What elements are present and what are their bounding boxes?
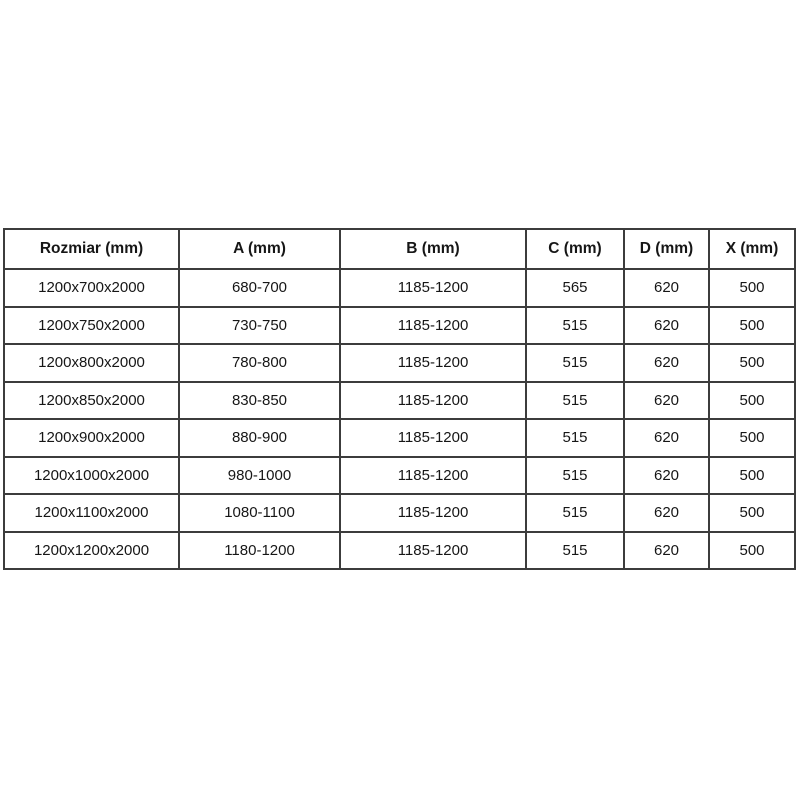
- table-cell: 1185-1200: [340, 532, 526, 570]
- table-cell: 620: [624, 269, 709, 307]
- table-row: [4, 344, 795, 382]
- table-cell: 515: [526, 419, 624, 457]
- table-cell: 620: [624, 532, 709, 570]
- table-row: [4, 419, 795, 457]
- table-cell: 500: [709, 494, 795, 532]
- table-row: [4, 532, 795, 570]
- table-cell: 515: [526, 457, 624, 495]
- header-cell: B (mm): [340, 229, 526, 269]
- table-cell: 620: [624, 344, 709, 382]
- table-cell: 830-850: [179, 382, 340, 420]
- table-cell: 1185-1200: [340, 344, 526, 382]
- table-cell: 500: [709, 419, 795, 457]
- header-cell: Rozmiar (mm): [4, 229, 179, 269]
- table-cell: 1200x750x2000: [4, 307, 179, 345]
- table-cell: 515: [526, 532, 624, 570]
- header-cell: X (mm): [709, 229, 795, 269]
- table-cell: 1185-1200: [340, 419, 526, 457]
- table-cell: 500: [709, 532, 795, 570]
- table-cell: 620: [624, 457, 709, 495]
- table-cell: 1200x1000x2000: [4, 457, 179, 495]
- table-cell: 1200x700x2000: [4, 269, 179, 307]
- header-row: [4, 229, 795, 269]
- header-cell: C (mm): [526, 229, 624, 269]
- table-cell: 565: [526, 269, 624, 307]
- table-cell: 780-800: [179, 344, 340, 382]
- table-cell: 500: [709, 269, 795, 307]
- table-cell: 1185-1200: [340, 457, 526, 495]
- table-cell: 1200x850x2000: [4, 382, 179, 420]
- table-cell: 1200x800x2000: [4, 344, 179, 382]
- table-body: [4, 269, 795, 569]
- table-cell: 500: [709, 457, 795, 495]
- table-cell: 620: [624, 382, 709, 420]
- table-cell: 680-700: [179, 269, 340, 307]
- table-row: [4, 269, 795, 307]
- table-cell: 500: [709, 307, 795, 345]
- table-cell: 515: [526, 382, 624, 420]
- table-cell: 515: [526, 494, 624, 532]
- table-cell: 515: [526, 344, 624, 382]
- table-cell: 980-1000: [179, 457, 340, 495]
- table-cell: 515: [526, 307, 624, 345]
- table-cell: 1080-1100: [179, 494, 340, 532]
- table-row: [4, 382, 795, 420]
- table-cell: 620: [624, 419, 709, 457]
- table-cell: 1200x900x2000: [4, 419, 179, 457]
- table-cell: 500: [709, 382, 795, 420]
- table-row: [4, 494, 795, 532]
- table-cell: 620: [624, 307, 709, 345]
- header-cell: A (mm): [179, 229, 340, 269]
- table-cell: 880-900: [179, 419, 340, 457]
- table-row: [4, 307, 795, 345]
- table-cell: 730-750: [179, 307, 340, 345]
- table-cell: 1200x1100x2000: [4, 494, 179, 532]
- header-cell: D (mm): [624, 229, 709, 269]
- table-cell: 500: [709, 344, 795, 382]
- table-header: [4, 229, 795, 269]
- size-dimensions-table: [3, 228, 796, 570]
- table-cell: 1180-1200: [179, 532, 340, 570]
- table-cell: 1200x1200x2000: [4, 532, 179, 570]
- table-cell: 1185-1200: [340, 494, 526, 532]
- table-cell: 620: [624, 494, 709, 532]
- table-cell: 1185-1200: [340, 382, 526, 420]
- table-cell: 1185-1200: [340, 269, 526, 307]
- table-cell: 1185-1200: [340, 307, 526, 345]
- table-row: [4, 457, 795, 495]
